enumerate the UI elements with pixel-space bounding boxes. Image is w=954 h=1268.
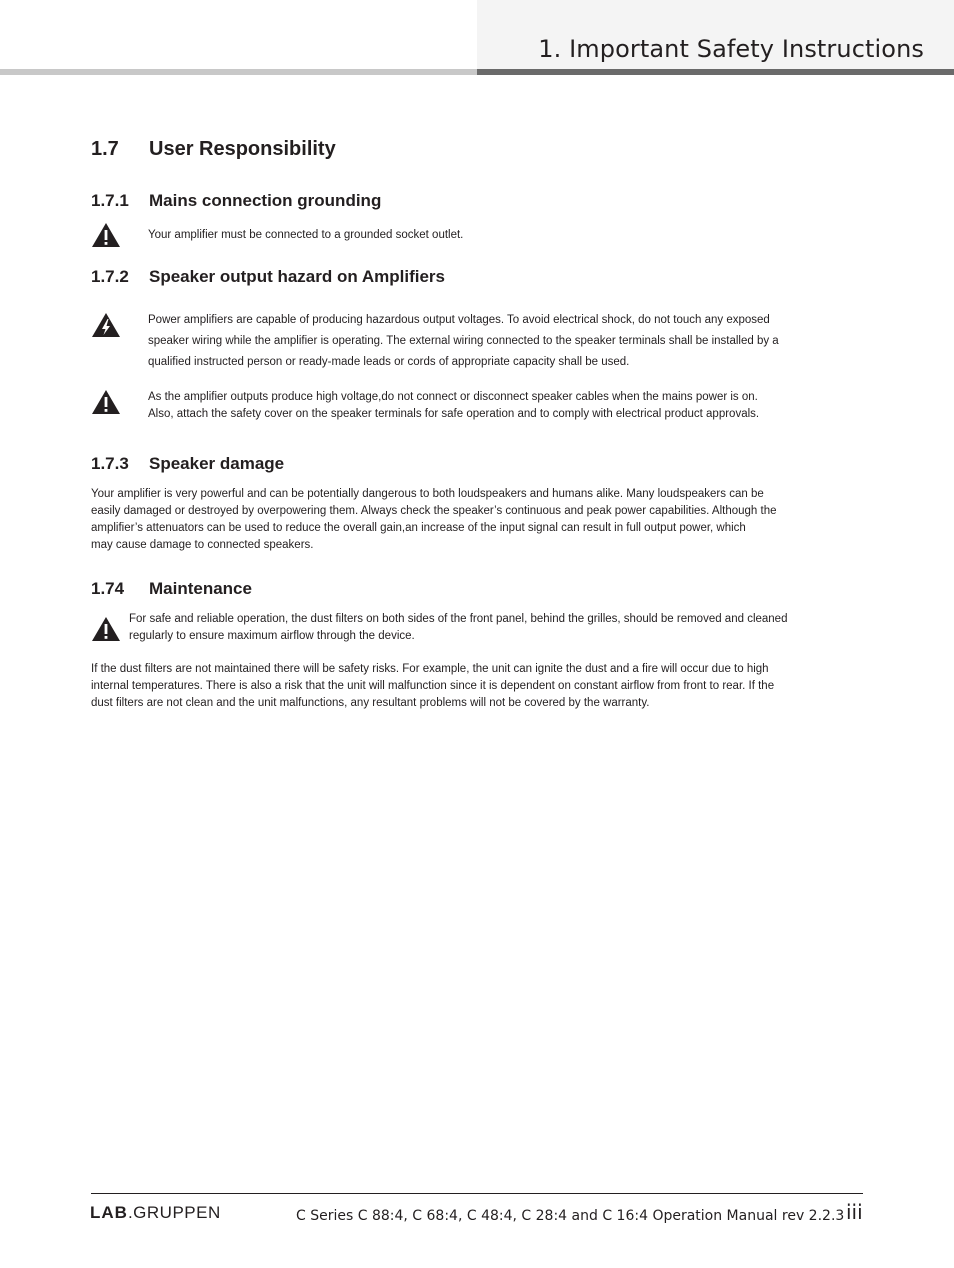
section-title: Speaker damage [149, 454, 285, 473]
paragraph-output-hazard [148, 310, 779, 373]
section-number: 1.7.2 [91, 267, 129, 286]
footer-rule [91, 1193, 863, 1194]
section-title: Mains connection grounding [149, 191, 382, 210]
text-line: qualified instructed person or ready-made leads or cords of appropriate capacity shall be used. [148, 356, 630, 368]
section-number: 1.7.3 [91, 454, 129, 473]
section-title: Maintenance [149, 579, 252, 598]
paragraph-grounding: Your amplifier must be connected to a grounded socket outlet. [148, 229, 464, 241]
paragraph-maintenance [91, 661, 774, 712]
section-number: 1.74 [91, 579, 125, 598]
text-line: For safe and reliable operation, the dust filters on both sides of the front panel, behind the grilles, should be removed and cleaned [129, 613, 788, 625]
header-bar-dark [477, 69, 954, 75]
text-line: amplifier’s attenuators can be used to reduce the overall gain,an increase of the input signal can result in full output power, which [91, 522, 746, 534]
page-number: iii [846, 1200, 863, 1224]
text-line: As the amplifier outputs produce high voltage,do not connect or disconnect speaker cables when the mains power is on. [148, 391, 758, 403]
section-heading-1-7-2 [91, 267, 445, 287]
text-line: dust filters are not clean and the unit malfunctions, any resultant problems will not be covered by the warranty. [91, 697, 650, 709]
section-title: Speaker output hazard on Amplifiers [149, 267, 445, 286]
warning-exclamation-icon [91, 389, 121, 415]
paragraph-maintenance-warning [129, 611, 787, 645]
section-heading-1-7-1 [91, 191, 381, 211]
text-line: regularly to ensure maximum airflow through the device. [129, 630, 415, 642]
section-heading-1-7-3 [91, 454, 284, 474]
text-line: Your amplifier is very powerful and can be potentially dangerous to both loudspeakers and humans alike. Many loudspeakers can be [91, 488, 764, 500]
chapter-title: 1. Important Safety Instructions [538, 35, 924, 63]
section-heading-1-74 [91, 579, 252, 599]
footer-manual-title: C Series C 88:4, C 68:4, C 48:4, C 28:4 and C 16:4 Operation Manual rev 2.2.3 [296, 1208, 845, 1224]
text-line: easily damaged or destroyed by overpowering them. Always check the speaker’s continuous and peak power capabilities. Although the [91, 505, 777, 517]
text-line: If the dust filters are not maintained there will be safety risks. For example, the unit can ignite the dust and a fire will occur due to high [91, 663, 769, 675]
text-line: may cause damage to connected speakers. [91, 539, 314, 551]
logo-gruppen: .GRUPPEN [127, 1203, 221, 1222]
text-line: Power amplifiers are capable of producing hazardous output voltages. To avoid electrical shock, do not touch any exposed [148, 314, 770, 326]
text-line: Also, attach the safety cover on the speaker terminals for safe operation and to comply with electrical product approvals. [148, 408, 760, 420]
text-line: internal temperatures. There is also a risk that the unit will malfunction since it is dependent on constant airflow from front to rear. If the [91, 680, 775, 692]
warning-exclamation-icon [91, 616, 121, 642]
section-number: 1.7.1 [91, 191, 129, 210]
warning-exclamation-icon [91, 222, 121, 248]
brand-logo [90, 1203, 221, 1223]
warning-lightning-icon [91, 312, 121, 338]
header-bar-light [0, 69, 477, 75]
paragraph-speaker-damage [91, 486, 777, 554]
section-title: User Responsibility [149, 138, 336, 160]
section-heading-1-7 [91, 138, 336, 161]
section-number: 1.7 [91, 138, 119, 160]
logo-lab: LAB [90, 1203, 128, 1222]
text-line: speaker wiring while the amplifier is operating. The external wiring connected to the speaker terminals shall be installed by a [148, 335, 779, 347]
paragraph-high-voltage-warning [148, 389, 759, 423]
